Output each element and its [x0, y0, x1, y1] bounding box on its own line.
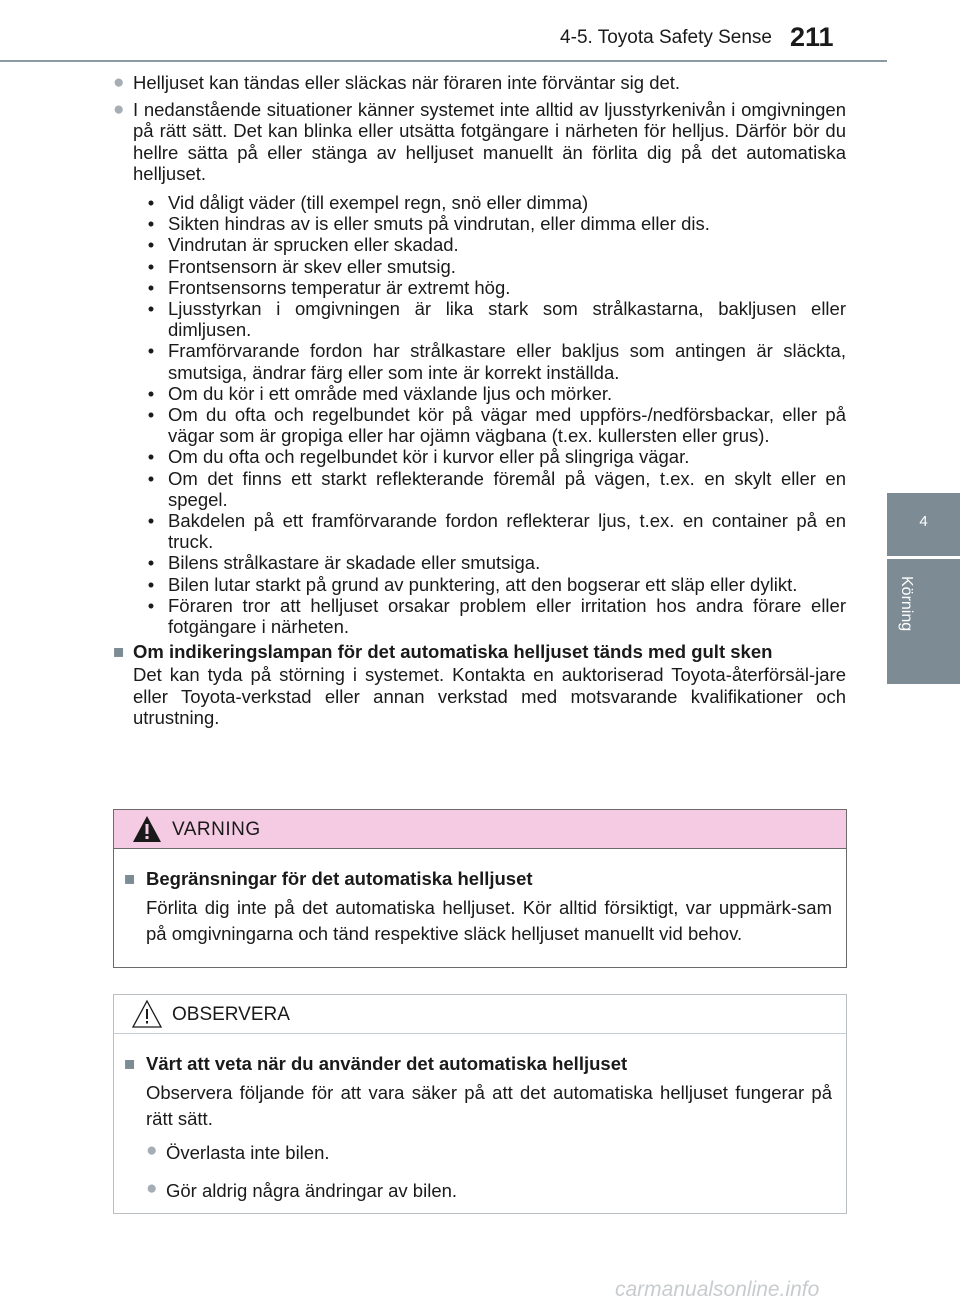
list-item: ● Gör aldrig några ändringar av bilen.: [146, 1178, 832, 1204]
chapter-label: Körning: [898, 576, 915, 632]
warning-triangle-icon: [131, 814, 163, 844]
watermark: carmanualsonline.info: [615, 1278, 820, 1301]
list-item: • Frontsensorn är skev eller smutsig.: [147, 255, 456, 277]
note-title: OBSERVERA: [172, 1004, 290, 1025]
list-item: • Föraren tror att helljuset orsakar problem eller irritation hos andra förare eller fotgängare i närheten.: [147, 594, 846, 638]
bullet-dot-icon: ●: [113, 99, 125, 121]
page-number: 211: [790, 22, 834, 52]
square-bullet-icon: ■: [113, 641, 125, 663]
indicator-body: Det kan tyda på störning i systemet. Kontakta en auktoriserad Toyota-återförsäl-jare eller Toyota-verkstad eller annan verkstad med motsvarande kvalifikationer och utrustning.: [133, 664, 846, 728]
square-bullet-icon: ■: [124, 868, 136, 889]
list-item: • Vindrutan är sprucken eller skadad.: [147, 234, 459, 256]
list-item: • Bilen lutar starkt på grund av punktering, att den bogserar ett släp eller dylikt.: [147, 573, 798, 595]
chapter-tab-divider: [887, 556, 960, 559]
list-item: • Om du kör i ett område med växlande ljus och mörker.: [147, 382, 613, 404]
square-bullet-icon: ■: [124, 1053, 136, 1074]
list-item: • Vid dåligt väder (till exempel regn, snö eller dimma): [147, 192, 589, 214]
warning-header: [114, 810, 846, 849]
header-divider: [0, 60, 887, 62]
bullet-text: Helljuset kan tändas eller släckas när föraren inte förväntar sig det.: [133, 72, 681, 93]
warning-title: VARNING: [172, 819, 261, 840]
list-item: • Om det finns ett starkt reflekterande föremål på vägen, t.ex. en skylt eller en spegel.: [147, 467, 846, 510]
bullet-text: I nedanstående situationer känner systemet inte alltid av ljusstyrkenivån i omgivningen på rätt sätt. Det kan blinka eller utsätta fotgängare i närheten för helljus. Därför bör du hellre sätta på eller stänga av helljuset manuellt än förlita dig på det automatiska helljuset.: [133, 99, 846, 184]
warning-heading: ■ Begränsningar för det automatiska helljuset: [124, 866, 832, 892]
list-item: • Om du ofta och regelbundet kör på vägar med uppförs-/nedförsbackar, eller på vägar som är gropiga eller har ojämn vägbana (t.ex. kullersten eller grus).: [147, 404, 846, 447]
list-item: • Sikten hindras av is eller smuts på vindrutan, eller dimma eller dis.: [147, 213, 710, 235]
bullet-dot-icon: ●: [146, 1140, 158, 1161]
chapter-number: 4: [919, 513, 928, 530]
list-item: [113, 72, 846, 93]
bullet-dot-icon: ●: [146, 1178, 158, 1199]
section-title: 4-5. Toyota Safety Sense: [560, 27, 772, 48]
list-item: • Framförvarande fordon har strålkastare eller bakljus som antingen är släckta, smutsiga, ändrar färg eller som inte är korrekt inställda.: [147, 340, 846, 383]
situation-list: [134, 192, 846, 637]
list-item: • Ljusstyrkan i omgivningen är lika stark som strålkastarna, bakljusen eller dimljusen.: [147, 298, 846, 341]
list-item: [113, 99, 846, 184]
note-box: [113, 994, 847, 1214]
caution-triangle-icon: [131, 999, 163, 1029]
list-item: • Om du ofta och regelbundet kör i kurvor eller på slingriga vägar.: [147, 446, 690, 468]
bullet-dot-icon: ●: [113, 72, 125, 93]
indicator-heading: ■ Om indikeringslampan för det automatiska helljuset tänds med gult sken: [113, 641, 773, 663]
note-header: [114, 995, 846, 1034]
note-heading: ■ Värt att veta när du använder det automatiska helljuset: [124, 1051, 832, 1077]
list-item: • Bilens strålkastare är skadade eller smutsiga.: [147, 552, 541, 574]
main-content: [113, 72, 846, 728]
note-body: Observera följande för att vara säker på att det automatiska helljuset fungerar på rätt sätt.: [146, 1082, 832, 1129]
list-item: ● Överlasta inte bilen.: [146, 1140, 832, 1166]
warning-body: Förlita dig inte på det automatiska helljuset. Kör alltid försiktigt, var uppmärk-sam på omgivningarna och tänd respektive släck helljuset manuellt vid behov.: [146, 897, 832, 944]
list-item: • Frontsensorns temperatur är extremt hög.: [147, 276, 511, 298]
list-item: • Bakdelen på ett framförvarande fordon reflekterar ljus, t.ex. en container på en truck.: [147, 510, 846, 553]
warning-box: [113, 809, 847, 968]
